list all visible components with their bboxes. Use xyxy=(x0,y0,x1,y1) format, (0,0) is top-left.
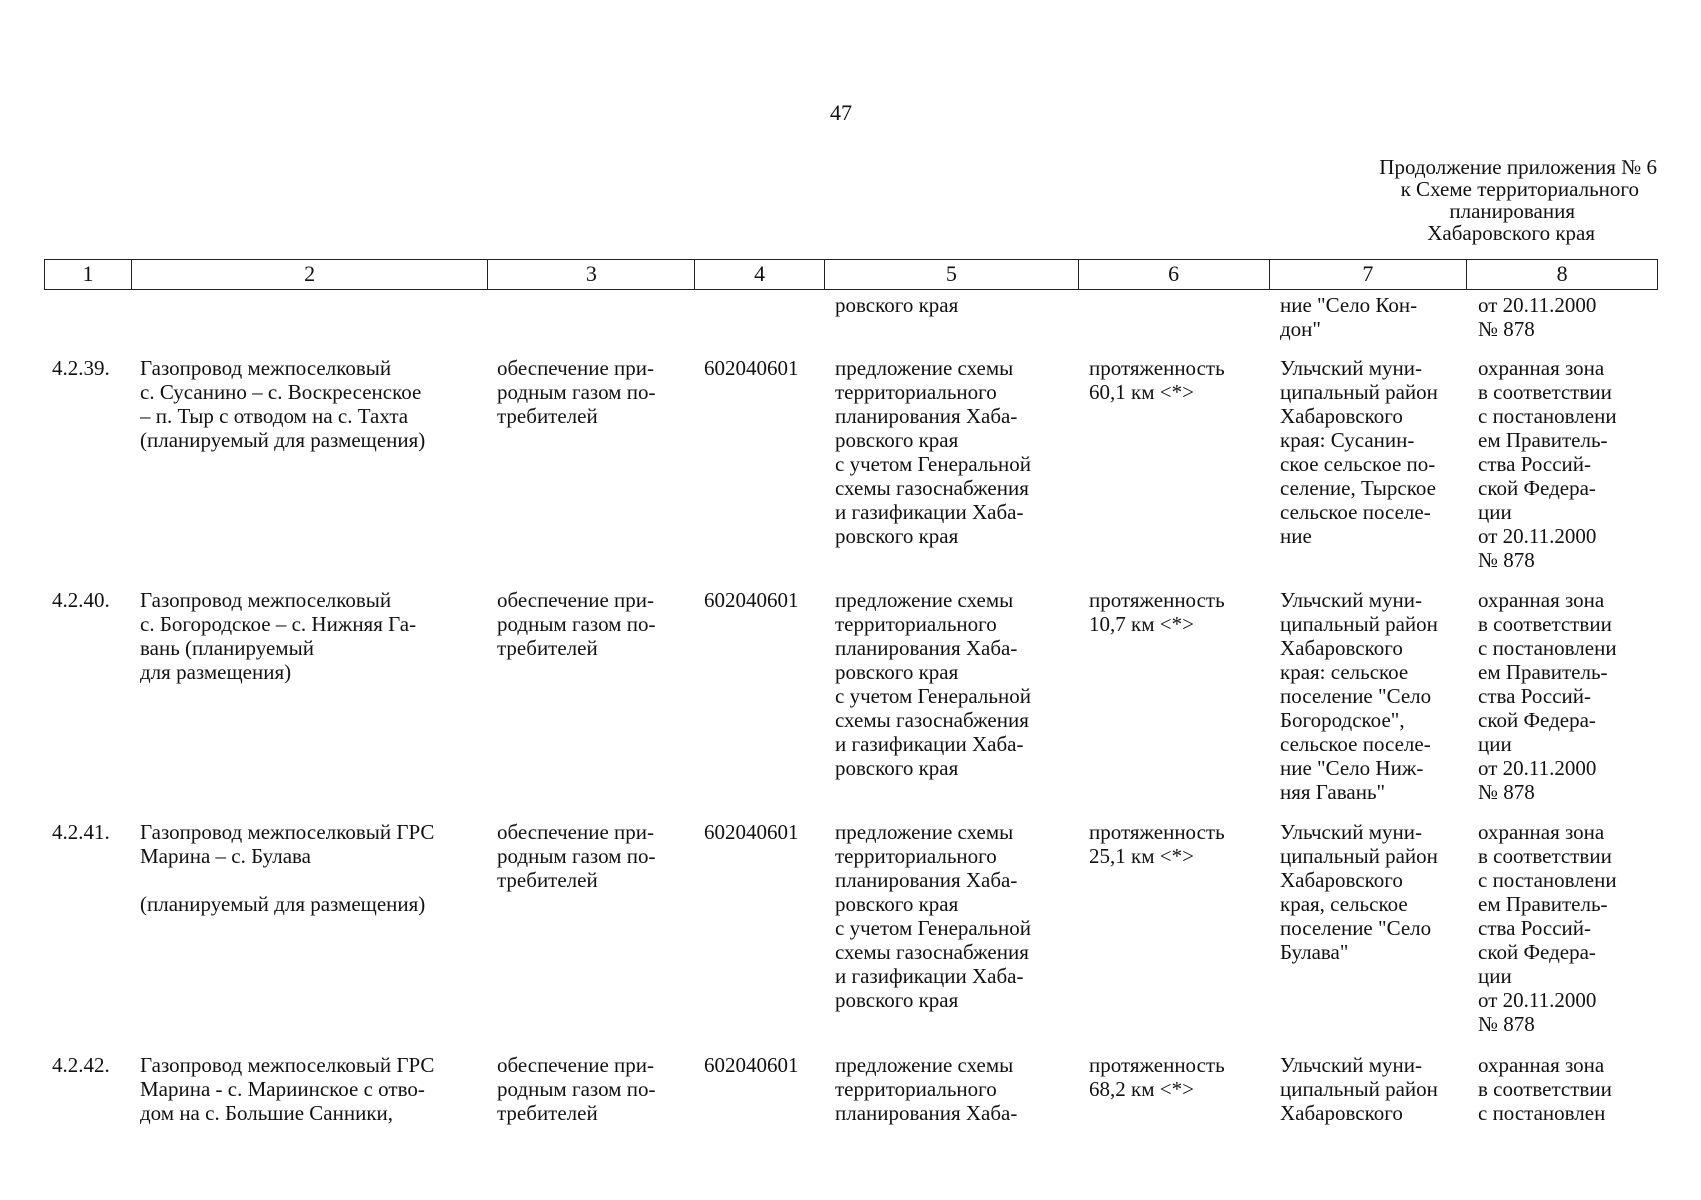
cell-line: 10,7 км <*> xyxy=(1089,612,1194,636)
cell-line: Хабаровского xyxy=(1280,868,1403,892)
cell-line: родным газом по- xyxy=(497,612,656,636)
cell-line: ровского края xyxy=(835,660,959,684)
cell-line: ровского края xyxy=(835,428,959,452)
code-cell xyxy=(704,588,799,612)
cell-line: ровского края xyxy=(835,293,959,317)
cell-line: протяженность xyxy=(1089,820,1225,844)
zone-cell xyxy=(1478,588,1617,804)
zone-cell xyxy=(1478,820,1617,1036)
parameters-cell xyxy=(1089,1053,1225,1101)
column-header: 6 xyxy=(1079,260,1270,289)
cell-line: планирования Хаба- xyxy=(835,636,1018,660)
cell-line: дом на с. Большие Санники, xyxy=(140,1101,394,1125)
cell-line: от 20.11.2000 xyxy=(1478,293,1597,317)
cell-line: в соответствии xyxy=(1478,612,1612,636)
row-number-cell xyxy=(52,820,110,844)
appendix-line-2: к Схеме территориального xyxy=(1400,177,1639,201)
cell-line: схемы газоснабжения xyxy=(835,708,1029,732)
cell-line: с учетом Генеральной xyxy=(835,684,1031,708)
zone-cell xyxy=(1478,356,1617,572)
cell-line: ципальный район xyxy=(1280,380,1438,404)
cell-line: обеспечение при- xyxy=(497,356,655,380)
cell-line: требителей xyxy=(497,1101,598,1125)
cell-line: Марина – с. Булава xyxy=(140,844,311,868)
cell-line: 68,2 км <*> xyxy=(1089,1077,1194,1101)
row-number-cell xyxy=(52,356,110,380)
cell-line: с. Богородское – с. Нижняя Га- xyxy=(140,612,417,636)
cell-line: и газификации Хаба- xyxy=(835,732,1024,756)
cell-line: ства Россий- xyxy=(1478,684,1591,708)
appendix-line-1: Продолжение приложения № 6 xyxy=(1379,155,1657,179)
cell-line: края: Сусанин- xyxy=(1280,428,1415,452)
location-cell xyxy=(1280,293,1417,341)
location-cell xyxy=(1280,588,1438,804)
basis-cell xyxy=(835,293,958,317)
cell-line: 60,1 км <*> xyxy=(1089,380,1194,404)
cell-line: территориального xyxy=(835,844,997,868)
object-name-cell xyxy=(140,820,434,916)
cell-line: ние "Село Кон- xyxy=(1280,293,1418,317)
table-header-row xyxy=(44,259,1658,290)
cell-line: охранная зона xyxy=(1478,820,1605,844)
cell-line: предложение схемы xyxy=(835,588,1014,612)
cell-line: Марина - с. Мариинское с отво- xyxy=(140,1077,425,1101)
cell-line: (планируемый для размещения) xyxy=(140,428,426,452)
cell-line: № 878 xyxy=(1478,317,1535,341)
code-cell xyxy=(704,356,799,380)
cell-line: охранная зона xyxy=(1478,356,1605,380)
cell-line: требителей xyxy=(497,404,598,428)
cell-line: Ульчский муни- xyxy=(1280,588,1423,612)
cell-line: в соответствии xyxy=(1478,380,1612,404)
cell-line: ской Федера- xyxy=(1478,476,1596,500)
cell-line: с учетом Генеральной xyxy=(835,452,1031,476)
cell-line: протяженность xyxy=(1089,1053,1225,1077)
cell-line: края: сельское xyxy=(1280,660,1409,684)
cell-line: Ульчский муни- xyxy=(1280,820,1423,844)
cell-line: предложение схемы xyxy=(835,820,1014,844)
cell-line: дон" xyxy=(1280,317,1321,341)
zone-cell xyxy=(1478,293,1596,341)
cell-line: территориального xyxy=(835,1077,997,1101)
basis-cell xyxy=(835,820,1031,1012)
cell-line: с постановлени xyxy=(1478,868,1617,892)
appendix-line-3: планирования xyxy=(1449,199,1575,223)
cell-line: 25,1 км <*> xyxy=(1089,844,1194,868)
cell-line: с постановлени xyxy=(1478,404,1617,428)
cell-line: охранная зона xyxy=(1478,588,1605,612)
object-name-cell xyxy=(140,1053,434,1125)
cell-line: Газопровод межпоселковый ГРС xyxy=(140,1053,435,1077)
cell-line: края, сельское xyxy=(1280,892,1408,916)
cell-line: Хабаровского xyxy=(1280,1101,1403,1125)
cell-line: 602040601 xyxy=(704,1053,799,1077)
cell-line: схемы газоснабжения xyxy=(835,476,1029,500)
row-number-cell xyxy=(52,588,110,612)
cell-line: № 878 xyxy=(1478,548,1535,572)
cell-line: от 20.11.2000 xyxy=(1478,988,1597,1012)
parameters-cell xyxy=(1089,588,1225,636)
cell-line: ства Россий- xyxy=(1478,916,1591,940)
cell-line: Ульчский муни- xyxy=(1280,1053,1423,1077)
cell-line: ровского края xyxy=(835,988,959,1012)
cell-line: и газификации Хаба- xyxy=(835,964,1024,988)
purpose-cell xyxy=(497,356,655,428)
cell-line: ции xyxy=(1478,500,1512,524)
purpose-cell xyxy=(497,1053,655,1125)
cell-line: ровского края xyxy=(835,892,959,916)
cell-line: предложение схемы xyxy=(835,1053,1014,1077)
cell-line: сельское поселе- xyxy=(1280,500,1431,524)
cell-line: ровского края xyxy=(835,756,959,780)
basis-cell xyxy=(835,356,1031,548)
cell-line: в соответствии xyxy=(1478,1077,1612,1101)
column-header: 1 xyxy=(45,260,132,289)
cell-line: Ульчский муни- xyxy=(1280,356,1423,380)
cell-line: требителей xyxy=(497,868,598,892)
basis-cell xyxy=(835,588,1031,780)
basis-cell xyxy=(835,1053,1017,1125)
cell-line: 4.2.40. xyxy=(52,588,110,612)
cell-line xyxy=(140,868,434,892)
cell-line: 602040601 xyxy=(704,820,799,844)
cell-line: протяженность xyxy=(1089,356,1225,380)
cell-line: вань (планируемый xyxy=(140,636,314,660)
cell-line: ции xyxy=(1478,964,1512,988)
location-cell xyxy=(1280,1053,1438,1125)
cell-line: 602040601 xyxy=(704,356,799,380)
cell-line: и газификации Хаба- xyxy=(835,500,1024,524)
cell-line: родным газом по- xyxy=(497,844,656,868)
location-cell xyxy=(1280,820,1438,964)
cell-line: (планируемый для размещения) xyxy=(140,892,426,916)
column-header: 4 xyxy=(695,260,825,289)
cell-line: планирования Хаба- xyxy=(835,1101,1018,1125)
cell-line: 4.2.39. xyxy=(52,356,110,380)
cell-line: ровского края xyxy=(835,524,959,548)
cell-line: няя Гавань" xyxy=(1280,780,1386,804)
cell-line: с учетом Генеральной xyxy=(835,916,1031,940)
cell-line: № 878 xyxy=(1478,780,1535,804)
cell-line: ние xyxy=(1280,524,1312,548)
cell-line: ской Федера- xyxy=(1478,708,1596,732)
cell-line: Газопровод межпоселковый xyxy=(140,588,392,612)
cell-line: ской Федера- xyxy=(1478,940,1596,964)
cell-line: ем Правитель- xyxy=(1478,428,1608,452)
zone-cell xyxy=(1478,1053,1612,1125)
parameters-cell xyxy=(1089,820,1225,868)
column-header: 8 xyxy=(1556,261,1568,286)
cell-line: селение, Тырское xyxy=(1280,476,1436,500)
column-header: 5 xyxy=(825,260,1079,289)
cell-line: планирования Хаба- xyxy=(835,868,1018,892)
cell-line: сельское поселе- xyxy=(1280,732,1431,756)
cell-line: охранная зона xyxy=(1478,1053,1605,1077)
row-number-cell xyxy=(52,1053,110,1077)
cell-line: обеспечение при- xyxy=(497,1053,655,1077)
cell-line: – п. Тыр с отводом на с. Тахта xyxy=(140,404,409,428)
object-name-cell xyxy=(140,588,416,684)
code-cell xyxy=(704,820,799,844)
cell-line: ципальный район xyxy=(1280,612,1438,636)
appendix-line-4: Хабаровского края xyxy=(1427,221,1595,245)
cell-line: предложение схемы xyxy=(835,356,1014,380)
cell-line: ние "Село Ниж- xyxy=(1280,756,1424,780)
purpose-cell xyxy=(497,588,655,660)
cell-line: поселение "Село xyxy=(1280,684,1432,708)
cell-line: поселение "Село xyxy=(1280,916,1432,940)
cell-line: с. Сусанино – с. Воскресенское xyxy=(140,380,422,404)
object-name-cell xyxy=(140,356,425,452)
cell-line: 602040601 xyxy=(704,588,799,612)
cell-line: родным газом по- xyxy=(497,380,656,404)
cell-line: 4.2.42. xyxy=(52,1053,110,1077)
cell-line: ское сельское по- xyxy=(1280,452,1436,476)
cell-line: территориального xyxy=(835,612,997,636)
page-number: 47 xyxy=(830,100,852,125)
cell-line: Газопровод межпоселковый xyxy=(140,356,392,380)
cell-line: Хабаровского xyxy=(1280,636,1403,660)
column-header: 7 xyxy=(1270,260,1468,289)
cell-line: от 20.11.2000 xyxy=(1478,524,1597,548)
cell-line: обеспечение при- xyxy=(497,820,655,844)
parameters-cell xyxy=(1089,356,1225,404)
cell-line: ципальный район xyxy=(1280,1077,1438,1101)
cell-line: Хабаровского xyxy=(1280,404,1403,428)
cell-line: 4.2.41. xyxy=(52,820,110,844)
cell-line: с постановлени xyxy=(1478,636,1617,660)
cell-line: ции xyxy=(1478,732,1512,756)
cell-line: схемы газоснабжения xyxy=(835,940,1029,964)
cell-line: территориального xyxy=(835,380,997,404)
cell-line: Богородское", xyxy=(1280,708,1405,732)
cell-line: ства Россий- xyxy=(1478,452,1591,476)
cell-line: для размещения) xyxy=(140,660,292,684)
cell-line: обеспечение при- xyxy=(497,588,655,612)
code-cell xyxy=(704,1053,799,1077)
cell-line: от 20.11.2000 xyxy=(1478,756,1597,780)
cell-line: Газопровод межпоселковый ГРС xyxy=(140,820,435,844)
column-header: 3 xyxy=(488,260,695,289)
cell-line: ципальный район xyxy=(1280,844,1438,868)
cell-line: протяженность xyxy=(1089,588,1225,612)
cell-line: с постановлен xyxy=(1478,1101,1606,1125)
cell-line: ем Правитель- xyxy=(1478,660,1608,684)
cell-line: ем Правитель- xyxy=(1478,892,1608,916)
cell-line: № 878 xyxy=(1478,1012,1535,1036)
cell-line: планирования Хаба- xyxy=(835,404,1018,428)
cell-line: родным газом по- xyxy=(497,1077,656,1101)
cell-line: требителей xyxy=(497,636,598,660)
cell-line: в соответствии xyxy=(1478,844,1612,868)
appendix-header xyxy=(1379,156,1657,244)
cell-line: Булава" xyxy=(1280,940,1349,964)
location-cell xyxy=(1280,356,1438,548)
purpose-cell xyxy=(497,820,655,892)
column-header: 2 xyxy=(132,260,489,289)
